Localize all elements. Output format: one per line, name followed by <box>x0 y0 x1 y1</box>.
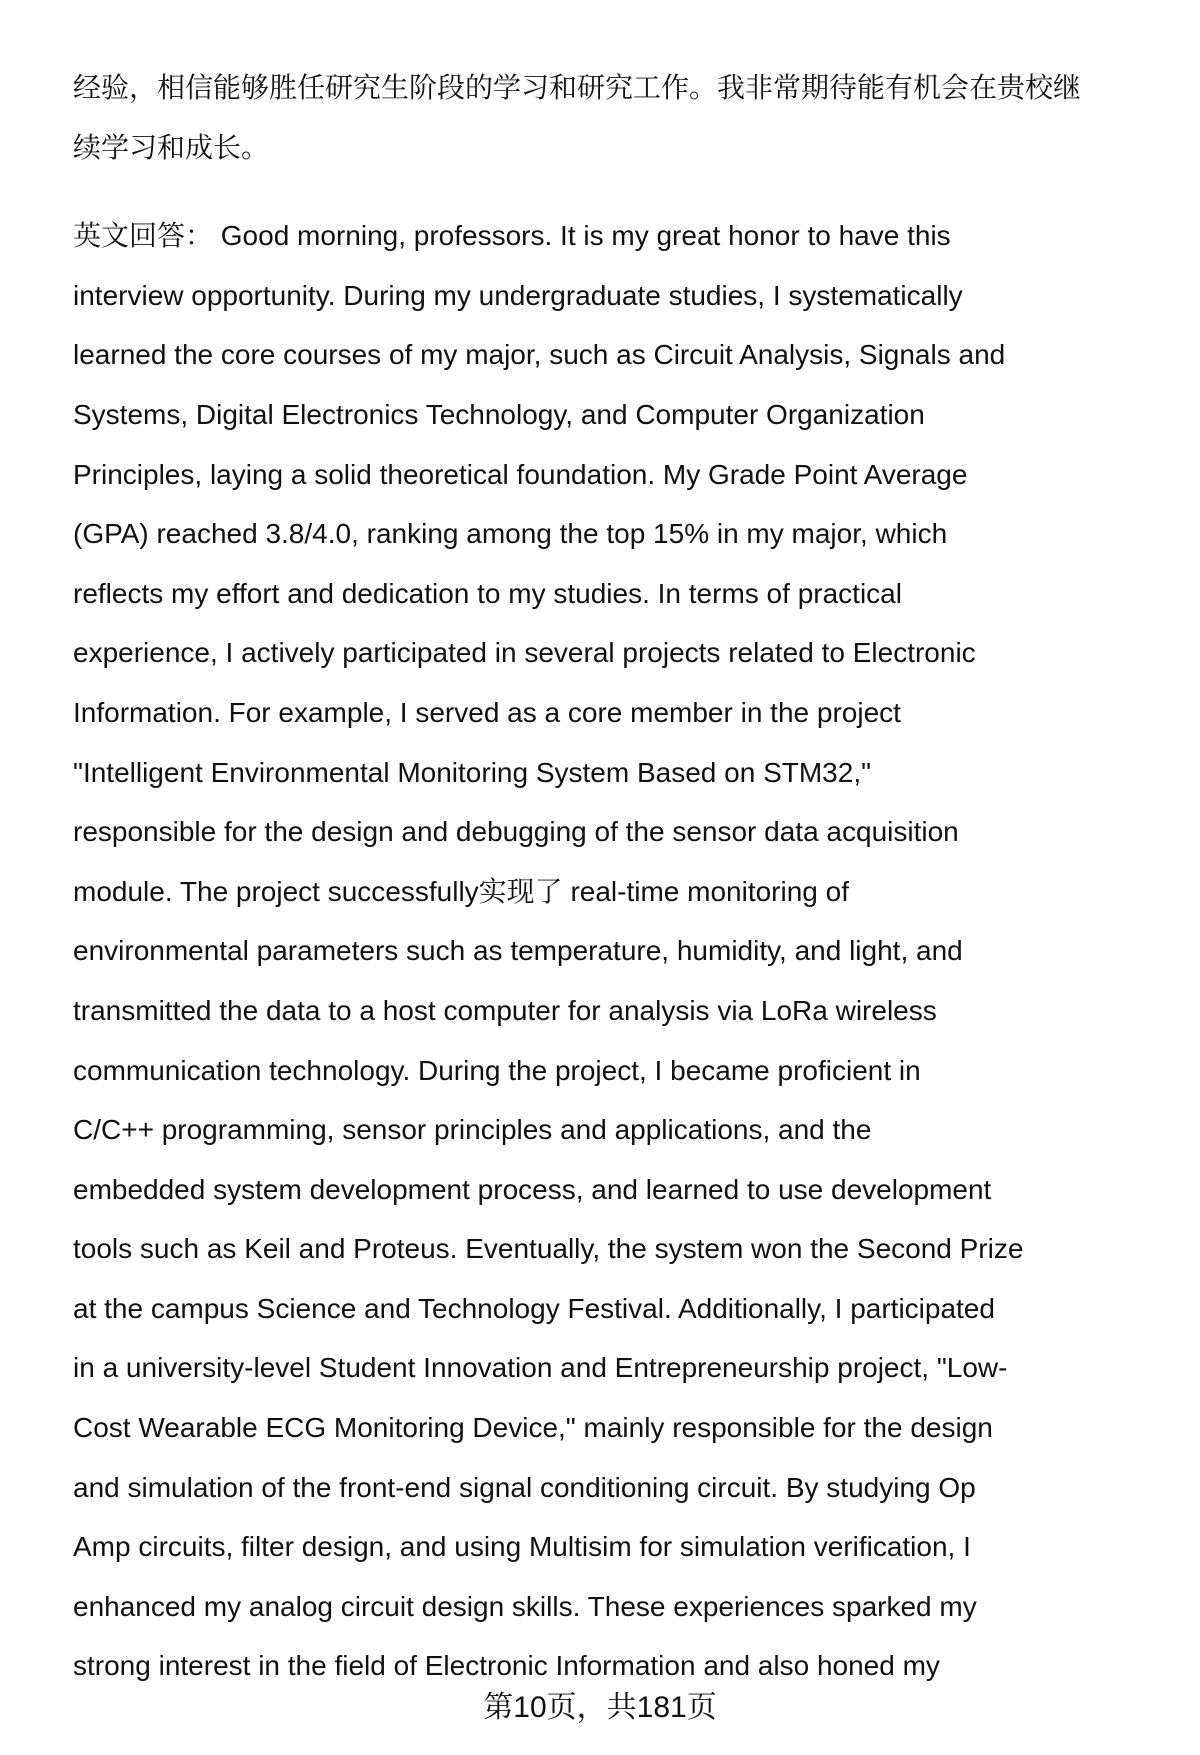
text-line: environmental parameters such as temperature, humidity, and light, and <box>73 935 963 967</box>
chinese-paragraph <box>73 58 1173 177</box>
text-line: enhanced my analog circuit design skills. These experiences sparked my <box>73 1590 977 1622</box>
text-line: interview opportunity. During my undergraduate studies, I systematically <box>73 279 963 311</box>
text-line: and simulation of the front-end signal conditioning circuit. By studying Op <box>73 1471 976 1503</box>
text-line: learned the core courses of my major, such as Circuit Analysis, Signals and <box>73 339 1006 371</box>
text-line: 经验，相信能够胜任研究生阶段的学习和研究工作。我非常期待能有机会在贵校继 <box>73 72 1082 103</box>
text-line: transmitted the data to a host computer for analysis via LoRa wireless <box>73 994 937 1026</box>
document-page <box>73 58 1173 1696</box>
text-line: Cost Wearable ECG Monitoring Device," mainly responsible for the design <box>73 1412 993 1444</box>
text-line: at the campus Science and Technology Festival. Additionally, I participated <box>73 1292 995 1324</box>
text-line: Information. For example, I served as a core member in the project <box>73 696 901 728</box>
paragraph-gap <box>73 177 1173 206</box>
page-number-footer: 第10页，共181页 <box>483 1691 717 1724</box>
text-line: reflects my effort and dedication to my studies. In terms of practical <box>73 577 902 609</box>
text-line: module. The project successfully实现了 real-time monitoring of <box>73 875 850 907</box>
text-line: Systems, Digital Electronics Technology, and Computer Organization <box>73 398 925 430</box>
text-line: "Intelligent Environmental Monitoring System Based on STM32," <box>73 756 872 788</box>
text-line: tools such as Keil and Proteus. Eventually, the system won the Second Prize <box>73 1233 1024 1265</box>
text-line: C/C++ programming, sensor principles and applications, and the <box>73 1114 872 1146</box>
text-line: 续学习和成长。 <box>73 131 270 163</box>
text-line: embedded system development process, and learned to use development <box>73 1173 992 1205</box>
text-line: strong interest in the field of Electronic Information and also honed my <box>73 1650 940 1682</box>
text-line: in a university-level Student Innovation and Entrepreneurship project, "Low- <box>73 1352 1008 1384</box>
text-line: communication technology. During the project, I became proficient in <box>73 1054 921 1086</box>
text-line: responsible for the design and debugging of the sensor data acquisition <box>73 816 959 848</box>
text-line: experience, I actively participated in several projects related to Electronic <box>73 637 976 669</box>
text-line: 英文回答： Good morning, professors. It is my great honor to have this <box>73 220 951 252</box>
text-line: Principles, laying a solid theoretical foundation. My Grade Point Average <box>73 458 968 490</box>
text-line: Amp circuits, filter design, and using Multisim for simulation verification, I <box>73 1531 971 1563</box>
english-answer-paragraph <box>73 206 1173 1696</box>
text-line: (GPA) reached 3.8/4.0, ranking among the top 15% in my major, which <box>73 518 948 550</box>
